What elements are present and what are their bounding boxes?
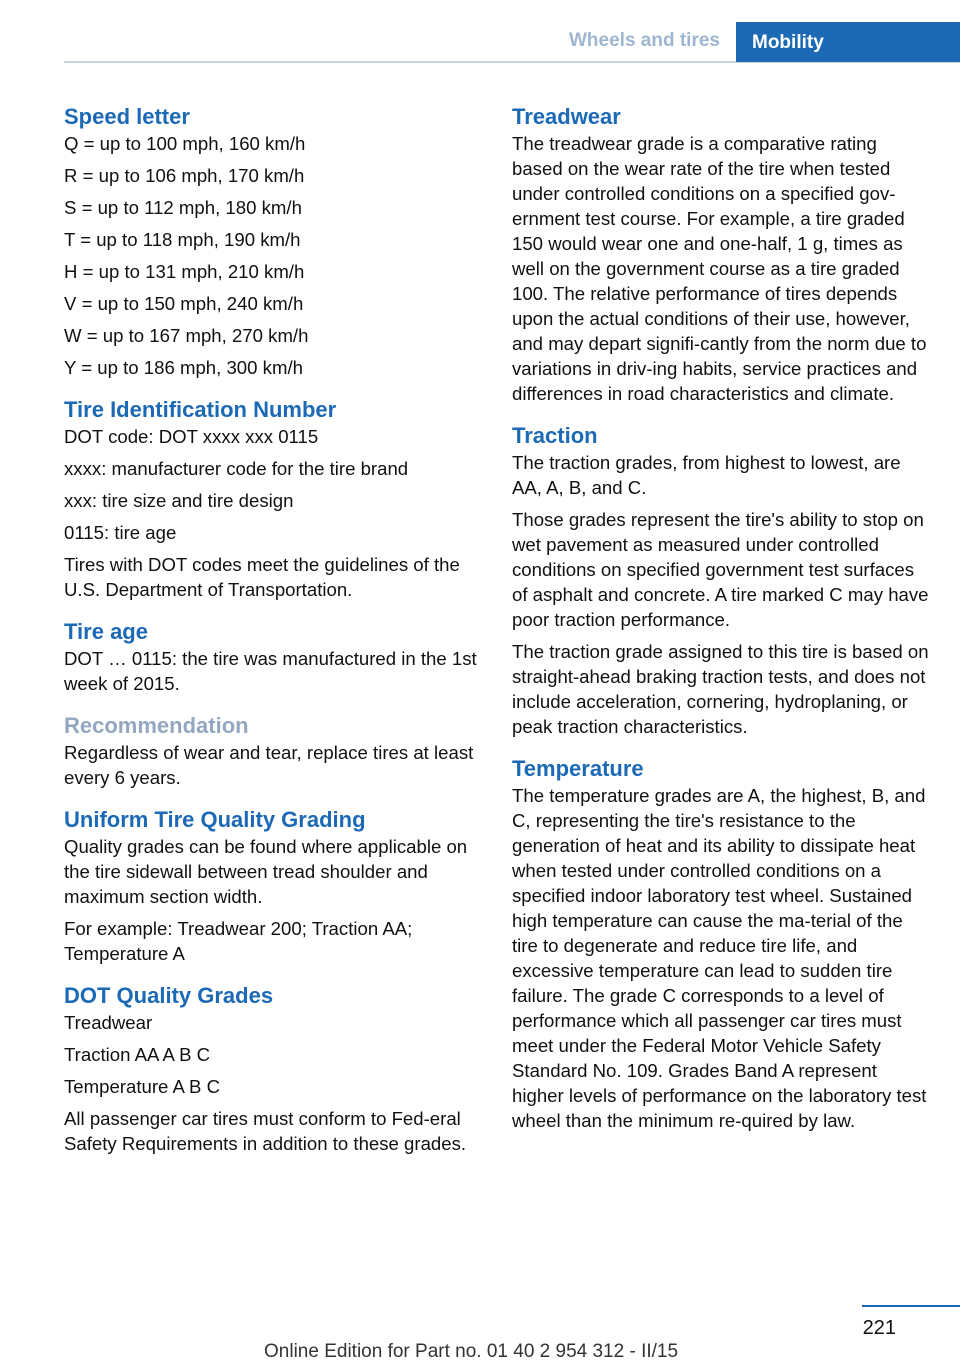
- speed-line: V = up to 150 mph, 240 km/h: [64, 293, 304, 314]
- speed-line: R = up to 106 mph, 170 km/h: [64, 165, 305, 186]
- tin-line: xxx: tire size and tire design: [64, 490, 294, 511]
- treadwear-text: The treadwear grade is a comparative rating based on the wear rate of the tire when tested under controlled conditions on a specified gov‐ernment test course. For example, a tire graded 150 would wear one and one-half, 1 g, times as well on the government course as a tire graded 100. The relative performance of tires depends upon the actual conditions of their use, however, and may depart signifi‐cantly from the norm due to variations in driv‐ing habits, service practices and differences in road characteristics and climate.: [512, 133, 927, 404]
- speed-line: W = up to 167 mph, 270 km/h: [64, 325, 309, 346]
- tin-line: DOT code: DOT xxxx xxx 0115: [64, 426, 319, 447]
- speed-letter-heading: Speed letter: [64, 104, 190, 129]
- traction-text: The traction grades, from highest to lowest, are AA, A, B, and C.: [512, 452, 901, 498]
- tin-line: Tires with DOT codes meet the guidelines of the U.S. Department of Transportation.: [64, 554, 460, 600]
- section-dot-quality-grades: [64, 982, 480, 1156]
- section-traction: [512, 422, 932, 739]
- speed-line: Q = up to 100 mph, 160 km/h: [64, 133, 306, 154]
- tin-line: 0115: tire age: [64, 522, 177, 543]
- footer-rule: [862, 1305, 960, 1307]
- left-column: [64, 103, 480, 1172]
- tire-age-heading: Tire age: [64, 619, 148, 644]
- speed-line: T = up to 118 mph, 190 km/h: [64, 229, 301, 250]
- section-recommendation: [64, 712, 480, 790]
- footer-edition: Online Edition for Part no. 01 40 2 954 312 - II/15: [264, 1341, 679, 1362]
- tire-age-text: DOT … 0115: the tire was manufactured in the 1st week of 2015.: [64, 648, 477, 694]
- temperature-heading: Temperature: [512, 756, 644, 781]
- tin-line: xxxx: manufacturer code for the tire brand: [64, 458, 409, 479]
- speed-line: H = up to 131 mph, 210 km/h: [64, 261, 305, 282]
- section-speed-letter: [64, 103, 480, 380]
- traction-text: Those grades represent the tire's ability to stop on wet pavement as measured under controlled conditions on specified government test surfaces of asphalt and concrete. A tire marked C may have poor traction performance.: [512, 509, 929, 630]
- section-tire-age: [64, 618, 480, 696]
- header-chapter-tab: Mobility: [736, 22, 960, 62]
- section-treadwear: [512, 103, 932, 406]
- utqg-text: For example: Treadwear 200; Traction AA; Temperature A: [64, 918, 413, 964]
- dot-grades-line: Traction AA A B C: [64, 1044, 211, 1065]
- traction-text: The traction grade assigned to this tire is based on straight-ahead braking traction tests, and does not include acceleration, cornering, hydroplaning, or peak traction characteristics.: [512, 641, 929, 737]
- section-utqg: [64, 806, 480, 966]
- right-column: [512, 103, 932, 1149]
- utqg-text: Quality grades can be found where applicable on the tire sidewall between tread shoulder and maximum section width.: [64, 836, 468, 907]
- dot-grades-line: Temperature A B C: [64, 1076, 221, 1097]
- section-tire-identification: [64, 396, 480, 602]
- speed-line: Y = up to 186 mph, 300 km/h: [64, 357, 303, 378]
- treadwear-heading: Treadwear: [512, 104, 621, 129]
- section-temperature: [512, 755, 932, 1133]
- tin-heading: Tire Identification Number: [64, 397, 337, 422]
- recommendation-heading: Recommendation: [64, 713, 249, 738]
- speed-line: S = up to 112 mph, 180 km/h: [64, 197, 302, 218]
- dot-grades-heading: DOT Quality Grades: [64, 983, 274, 1008]
- recommendation-text: Regardless of wear and tear, replace tires at least every 6 years.: [64, 742, 474, 788]
- page-number: 221: [862, 1317, 896, 1339]
- temperature-text: The temperature grades are A, the highest, B, and C, representing the tire's resistance to the generation of heat and its ability to dissipate heat when tested under controlled conditions on a specified indoor laboratory test wheel. Sustained high temperature can cause the ma‐terial of the tire to degenerate and reduce tire life, and excessive temperature can lead to sudden tire failure. The grade C corresponds to a level of performance which all passenger car tires must meet under the Federal Motor Vehicle Safety Standard No. 109. Grades Band A represent higher levels of performance on the laboratory test wheel than the minimum re‐quired by law.: [512, 785, 927, 1131]
- dot-grades-line: All passenger car tires must conform to Fed‐eral Safety Requirements in addition to these grades.: [64, 1108, 467, 1154]
- traction-heading: Traction: [512, 423, 598, 448]
- utqg-heading: Uniform Tire Quality Grading: [64, 807, 366, 832]
- header-section-label: Wheels and tires: [569, 30, 720, 51]
- dot-grades-line: Treadwear: [64, 1012, 153, 1033]
